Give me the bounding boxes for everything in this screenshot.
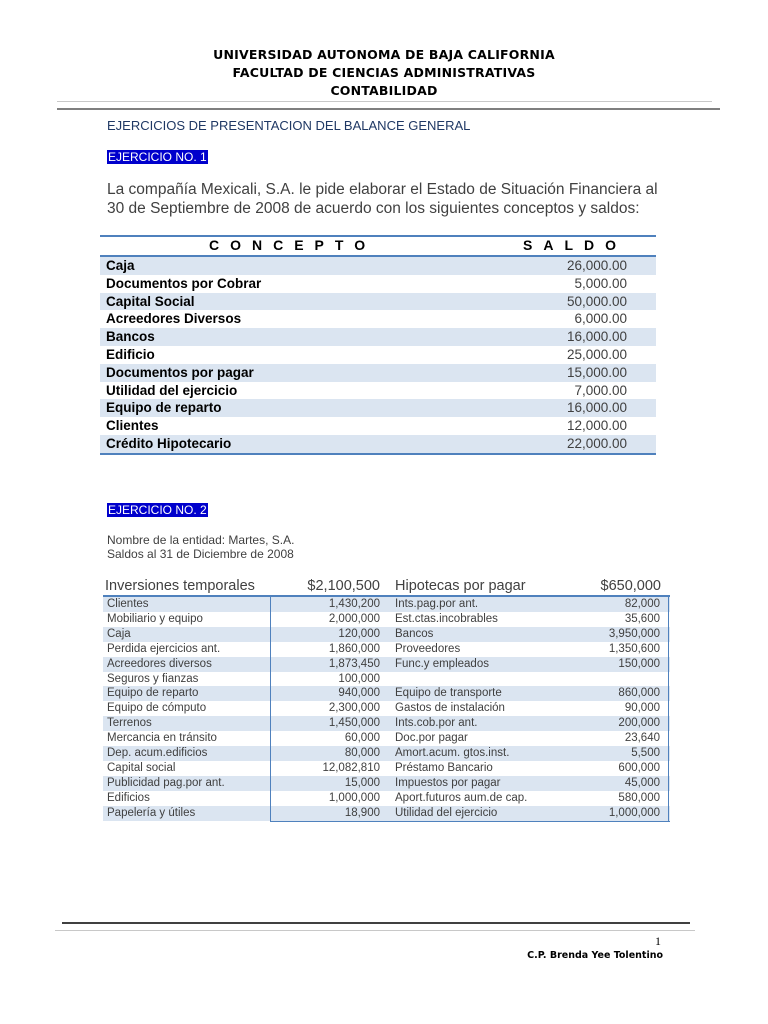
right-account-name: Doc.por pagar (395, 732, 468, 745)
table-row (100, 417, 656, 435)
left-account-name: Mercancia en tránsito (107, 732, 217, 745)
section-title: EJERCICIOS DE PRESENTACION DEL BALANCE GENERAL (107, 118, 471, 133)
table-row (100, 346, 656, 364)
table-row (103, 642, 670, 657)
right-account-amount: 90,000 (624, 702, 660, 715)
concept-cell: Capital Social (100, 293, 491, 311)
left-account-amount: 100,000 (338, 672, 380, 685)
left-account-name: Caja (107, 627, 131, 640)
concept-cell: Documentos por Cobrar (106, 275, 262, 291)
left-account-name: Papelería y útiles (107, 806, 196, 819)
right-account-name: Ints.pag.por ant. (395, 598, 479, 610)
table-row (103, 761, 670, 776)
left-account-amount: 1,873,450 (328, 657, 380, 670)
left-account-amount: 1,450,000 (328, 717, 380, 730)
right-account-name: Aport.futuros aum.de cap. (395, 791, 528, 804)
entity-name: Nombre de la entidad: Martes, S.A. (107, 533, 295, 547)
saldo-cell: 16,000.00 (491, 328, 656, 346)
saldo-cell: 26,000.00 (491, 257, 656, 275)
left-account-name: Dep. acum.edificios (107, 747, 208, 760)
right-account-amount: 600,000 (618, 761, 660, 774)
saldo-column-header: SALDO (523, 237, 627, 253)
footer-rule-light (55, 930, 695, 931)
concept-cell: Crédito Hipotecario (100, 435, 491, 453)
table-row (100, 364, 656, 382)
table-row (103, 716, 670, 731)
table-bottom-rule (100, 453, 656, 455)
saldo-cell: 7,000.00 (574, 382, 627, 398)
left-account-name: Clientes (107, 598, 149, 610)
exercise-1-table (100, 235, 656, 455)
left-account-name: Mobiliario y equipo (107, 612, 203, 625)
left-account-amount: 2,300,000 (328, 702, 380, 715)
concept-cell: Equipo de reparto (100, 399, 491, 417)
exercise-1-label: EJERCICIO NO. 1 (108, 150, 207, 164)
right-account-amount: 45,000 (624, 776, 660, 789)
right-account-name: Equipo de transporte (395, 687, 502, 700)
table-row (103, 627, 670, 642)
right-account-name: Func.y empleados (395, 657, 489, 670)
left-account-amount: 1,860,000 (328, 642, 380, 655)
concept-cell: Caja (100, 257, 491, 275)
concept-cell: Acreedores Diversos (106, 311, 242, 327)
right-account-amount: 860,000 (618, 687, 660, 700)
right-account-name: Amort.acum. gtos.inst. (395, 747, 510, 760)
left-account-name: Publicidad pag.por ant. (107, 776, 225, 789)
saldo-cell: 5,000.00 (574, 275, 627, 291)
right-account-amount: 1,000,000 (608, 806, 660, 819)
right-account-name: Proveedores (395, 642, 461, 655)
table-row (103, 701, 670, 716)
table-row (103, 657, 670, 672)
right-account-name: Bancos (395, 627, 434, 640)
concept-cell: Utilidad del ejercicio (106, 382, 238, 398)
saldo-cell: 22,000.00 (491, 435, 656, 453)
left-account-amount: 120,000 (338, 627, 380, 640)
right-account-name: Est.ctas.incobrables (395, 612, 498, 625)
table-row (100, 275, 656, 293)
subject-name: CONTABILIDAD (330, 83, 438, 98)
table-header (100, 235, 656, 257)
left-account-name: Terrenos (107, 717, 152, 730)
concept-cell: Clientes (106, 418, 159, 434)
table-row (100, 399, 656, 417)
left-account-name: Perdida ejercicios ant. (107, 642, 221, 655)
left-account-amount: 60,000 (344, 732, 380, 745)
table-row (103, 597, 670, 612)
right-account-name: Utilidad del ejercicio (395, 806, 498, 819)
left-account-name: Equipo de cómputo (107, 702, 207, 715)
right-account-amount: 82,000 (624, 598, 660, 610)
right-account-amount: 5,500 (631, 747, 660, 760)
author-name: C.P. Brenda Yee Tolentino (527, 950, 663, 961)
table-row (100, 310, 656, 328)
concept-cell: Documentos por pagar (100, 364, 491, 382)
right-border (668, 597, 669, 821)
exercise-1-intro: La compañía Mexicali, S.A. le pide elaborar el Estado de Situación Financiera al 30 de Septiembre de 2008 de acuerdo con los siguientes conceptos y saldos: (107, 181, 658, 217)
left-account-amount: 12,082,810 (322, 761, 380, 774)
saldo-cell: 16,000.00 (491, 399, 656, 417)
left-account-name: Acreedores diversos (107, 657, 212, 670)
right-account-name: Impuestos por pagar (395, 776, 501, 789)
table-row (103, 776, 670, 791)
balance-date: Saldos al 31 de Diciembre de 2008 (107, 547, 294, 561)
concept-cell: Bancos (100, 328, 491, 346)
right-account-name: Préstamo Bancario (395, 761, 493, 774)
table-row (103, 746, 670, 761)
right-account-amount: 35,600 (624, 612, 660, 625)
header-left-value: $2,100,500 (307, 578, 380, 594)
header-left-label: Inversiones temporales (105, 578, 255, 594)
concept-cell: Edificio (106, 346, 155, 362)
left-account-name: Capital social (107, 761, 176, 774)
column-divider (270, 597, 271, 821)
right-account-amount: 3,950,000 (608, 627, 660, 640)
header-rule-light (57, 101, 712, 102)
university-name: UNIVERSIDAD AUTONOMA DE BAJA CALIFORNIA (213, 47, 555, 62)
table-row (103, 806, 670, 821)
left-account-amount: 18,900 (344, 806, 380, 819)
left-account-amount: 1,000,000 (328, 791, 380, 804)
saldo-cell: 50,000.00 (491, 293, 656, 311)
right-account-name: Gastos de instalación (395, 702, 505, 715)
exercise-2-table (103, 578, 670, 821)
table-row (100, 293, 656, 311)
table-row (103, 612, 670, 627)
left-account-amount: 1,430,200 (328, 598, 380, 610)
header-rule-dark (57, 108, 720, 110)
saldo-cell: 15,000.00 (491, 364, 656, 382)
right-account-amount: 580,000 (618, 791, 660, 804)
right-account-amount: 200,000 (618, 717, 660, 730)
concept-column-header: CONCEPTO (209, 237, 377, 253)
table-row (100, 328, 656, 346)
table-row (100, 257, 656, 275)
table-header (103, 578, 670, 597)
right-account-amount: 1,350,600 (608, 642, 660, 655)
left-account-name: Edificios (107, 791, 150, 804)
page-number: 1 (655, 934, 661, 948)
header-right-value: $650,000 (600, 578, 661, 594)
saldo-cell: 6,000.00 (574, 311, 627, 327)
left-account-amount: 80,000 (344, 747, 380, 760)
saldo-cell: 12,000.00 (566, 418, 627, 434)
left-account-name: Seguros y fianzas (107, 672, 199, 685)
table-row (103, 791, 670, 806)
table-row (103, 731, 670, 746)
table-row (103, 686, 670, 701)
right-account-amount: 150,000 (618, 657, 660, 670)
saldo-cell: 25,000.00 (566, 346, 627, 362)
right-account-amount: 23,640 (624, 732, 660, 745)
left-account-amount: 15,000 (344, 776, 380, 789)
left-account-amount: 940,000 (338, 687, 380, 700)
footer-rule-dark (62, 922, 690, 924)
header-right-label: Hipotecas por pagar (395, 578, 526, 594)
faculty-name: FACULTAD DE CIENCIAS ADMINISTRATIVAS (232, 65, 536, 80)
right-account-name: Ints.cob.por ant. (395, 717, 478, 730)
table-bottom-rule (270, 821, 670, 822)
exercise-2-label: EJERCICIO NO. 2 (108, 503, 207, 517)
left-account-name: Equipo de reparto (107, 687, 199, 700)
table-row (100, 435, 656, 453)
left-account-amount: 2,000,000 (328, 612, 380, 625)
table-row (100, 382, 656, 400)
table-row (103, 672, 670, 687)
